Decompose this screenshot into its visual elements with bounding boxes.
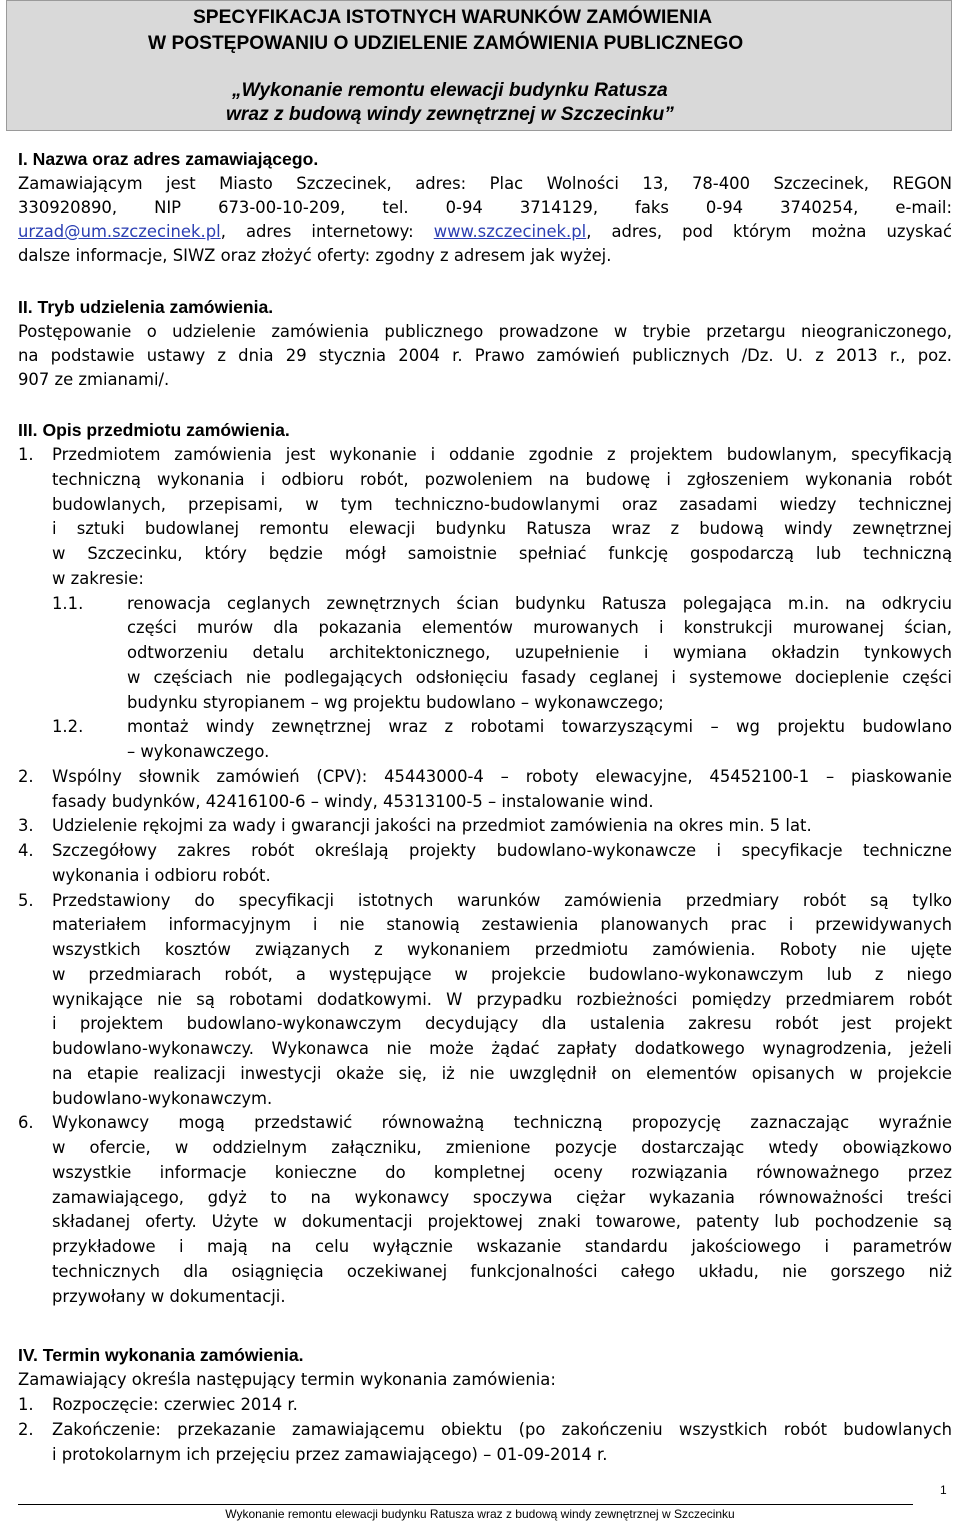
list-text-line: renowacja ceglanych zewnętrznych ścian budynku Ratusza polegająca m.in. na odkryciu <box>127 593 952 613</box>
footer-divider <box>18 1504 913 1505</box>
list-text-line: technicznych dla osiągnięcia oczekiwanej funkcjonalności całego układu, nie gorszego niż <box>52 1261 952 1281</box>
section-2-text-line3: 907 ze zmianami/. <box>18 370 170 389</box>
section-2-text-line2: na podstawie ustawy z dnia 29 stycznia 2004 r. Prawo zamówień publicznych /Dz. U. z 2013 r., poz. <box>18 346 952 365</box>
section-1-text-line2: 330920890, NIP 673-00-10-209, tel. 0-94 3714129, faks 0-94 3740254, e-mail: <box>18 198 952 217</box>
list-text-line: budowlano-wykonawczym. <box>52 1088 273 1108</box>
list-text-line: Przedmiotem zamówienia jest wykonanie i oddanie zgodnie z projektem budowlanym, specyfikacją <box>52 445 952 464</box>
section-1-text-line4: dalsze informacje, SIWZ oraz złożyć oferty: zgodny z adresem jak wyżej. <box>18 246 612 265</box>
list-number: 5. <box>18 890 34 910</box>
list-text-line: w ofercie, w oddzielnym załączniku, zmienione pozycje dostarczając wtedy obowiązkowo <box>52 1138 952 1157</box>
list-text-line: na etapie realizacji inwestycji okaże się, iż nie uwzględnił on elementów opisanych w projekcie <box>52 1063 952 1083</box>
list-text-line: Wykonawcy mogą przedstawić równoważną techniczną propozycję zaznaczając wyraźnie <box>52 1113 952 1133</box>
email-link[interactable]: urzad@um.szczecinek.pl <box>18 222 221 241</box>
list-text-line: materiałem informacyjnym i nie stanowią zestawienia planowanych prac i przewidywanych <box>52 915 952 935</box>
website-link[interactable]: www.szczecinek.pl <box>433 222 587 241</box>
section-3-title: III. Opis przedmiotu zamówienia. <box>18 420 290 440</box>
list-number: 6. <box>18 1113 34 1133</box>
list-number: 2. <box>18 766 34 786</box>
list-text-line: Wspólny słownik zamówień (CPV): 45443000-4 – roboty elewacyjne, 45452100-1 – piaskowanie <box>52 766 952 786</box>
list-text-line: budowlano-wykonawczy. Wykonawca nie może żądać zapłaty dodatkowego wynagrodzenia, jeżeli <box>52 1039 952 1058</box>
list-text-line: wszystkie informacje konieczne do kompletnej oceny rozwiązania równoważnego przez <box>52 1162 952 1182</box>
list-number: 1. <box>18 445 34 464</box>
list-text-line: w zakresie: <box>52 568 144 588</box>
section-4-title: IV. Termin wykonania zamówienia. <box>18 1345 304 1365</box>
section-4-intro: Zamawiający określa następujący termin wykonania zamówienia: <box>18 1370 556 1389</box>
list-text-line: składanej oferty. Użyte w dokumentacji projektowej znaki towarowe, patenty lub pochodzenie są <box>52 1212 952 1232</box>
list-number: 2. <box>18 1420 34 1439</box>
section-4-item-2-cont: i protokolarnym ich przejęciu przez zamawiającego) – 01-09-2014 r. <box>52 1445 608 1464</box>
list-text-line: Szczegółowy zakres robót określają projekty budowlano-wykonawcze i specyfikacje techniczne <box>52 841 952 860</box>
section-1-text-line1: Zamawiającym jest Miasto Szczecinek, adres: Plac Wolności 13, 78-400 Szczecinek, REGON <box>18 174 952 193</box>
list-text-line: budowlanych, przepisami, w tym techniczno-budowlanymi oraz zasadami wiedzy technicznej <box>52 494 952 514</box>
list-text-line: w Szczecinku, który będzie mógł samoistnie spełniać funkcję gospodarczą lub techniczną <box>52 544 952 563</box>
list-text-line: części murów dla pokazania elementów murowanych i konstrukcji murowanej ścian, <box>127 618 952 638</box>
list-text-line: w przedmiarach robót, a występujące w projekcie budowlano-wykonawczym lub z niego <box>52 964 952 984</box>
list-text-line: budynku styropianem – wg projektu budowlano – wykonawczego; <box>127 692 664 712</box>
list-text-line: w częściach nie podlegających odsłonięciu fasady ceglanej i systemowe docieplenie części <box>127 667 952 687</box>
list-text-line: Udzielenie rękojmi za wady i gwarancji jakości na przedmiot zamówienia na okres min. 5 lat. <box>52 816 812 836</box>
list-text-line: montaż windy zewnętrznej wraz z robotami towarzyszącymi – wg projektu budowlano <box>127 717 952 737</box>
list-text-line: i sztuki budowlanej remontu elewacji budynku Ratusza wraz z budową windy zewnętrznej <box>52 519 952 539</box>
list-text-line: i projektem budowlano-wykonawczym decydujący dla ustalenia zakresu robót jest projekt <box>52 1014 952 1034</box>
list-text-line: techniczną wykonania i odbioru robót, pozwoleniem na budowę i zgłoszeniem wykonania robót <box>52 469 952 489</box>
list-text-line: Przedstawiony do specyfikacji istotnych warunków zamówienia przedmiary robót są tylko <box>52 890 952 910</box>
section-1-text-fragment: , adres internetowy: <box>220 222 434 241</box>
list-text: Zakończenie: przekazanie zamawiającemu obiektu (po zakończeniu wszystkich robót budowlanych <box>52 1420 952 1439</box>
list-text-line: wszystkich kosztów związanych z wykonaniem przedmiotu zamówienia. Roboty nie ujęte <box>52 940 952 959</box>
list-number: 4. <box>18 841 34 860</box>
list-text-line: – wykonawczego. <box>127 742 270 761</box>
doc-title-line1: SPECYFIKACJA ISTOTNYCH WARUNKÓW ZAMÓWIENIA <box>193 7 713 28</box>
subject-line1: „Wykonanie remontu elewacji budynku Ratusza <box>232 80 668 101</box>
list-number: 1. <box>18 1395 34 1414</box>
doc-title-line2: W POSTĘPOWANIU O UDZIELENIE ZAMÓWIENIA PUBLICZNEGO <box>148 33 744 54</box>
list-text-line: fasady budynków, 42416100-6 – windy, 45313100-5 – instalowanie wind. <box>52 791 654 811</box>
section-1-text-fragment: , adres, pod którym można uzyskać <box>586 222 952 241</box>
section-1-title: I. Nazwa oraz adres zamawiającego. <box>18 149 319 169</box>
subject-line2: wraz z budową windy zewnętrznej w Szczecinku” <box>226 104 674 125</box>
list-text-line: zamawiającego, gdyż to na wykonawcy spoczywa ciężar wykazania równoważności treści <box>52 1187 952 1207</box>
list-text-line: wykonania i odbioru robót. <box>52 865 271 885</box>
section-2-title: II. Tryb udzielenia zamówienia. <box>18 297 274 317</box>
list-text: Rozpoczęcie: czerwiec 2014 r. <box>52 1395 298 1414</box>
page-number: 1 <box>940 1483 947 1497</box>
list-number: 1.1. <box>52 593 84 613</box>
list-text-line: odtworzeniu detalu architektonicznego, uzupełnienie i wymiana okładzin tynkowych <box>127 643 952 662</box>
list-text-line: przykładowe i mają na celu wyłącznie wskazanie standardu jakościowego i parametrów <box>52 1237 952 1256</box>
section-2-text-line1: Postępowanie o udzielenie zamówienia publicznego prowadzone w trybie przetargu nieograniczonego, <box>18 322 952 341</box>
list-text-line: przywołany w dokumentacji. <box>52 1286 286 1306</box>
list-text-line: wynikające nie są robotami dodatkowymi. W przypadku rozbieżności pomiędzy przedmiarem robót <box>52 989 952 1009</box>
list-number: 1.2. <box>52 717 84 737</box>
footer-text: Wykonanie remontu elewacji budynku Ratusza wraz z budową windy zewnętrznej w Szczecinku <box>225 1507 735 1521</box>
list-number: 3. <box>18 816 34 836</box>
section-1-text-line3 <box>18 220 952 244</box>
